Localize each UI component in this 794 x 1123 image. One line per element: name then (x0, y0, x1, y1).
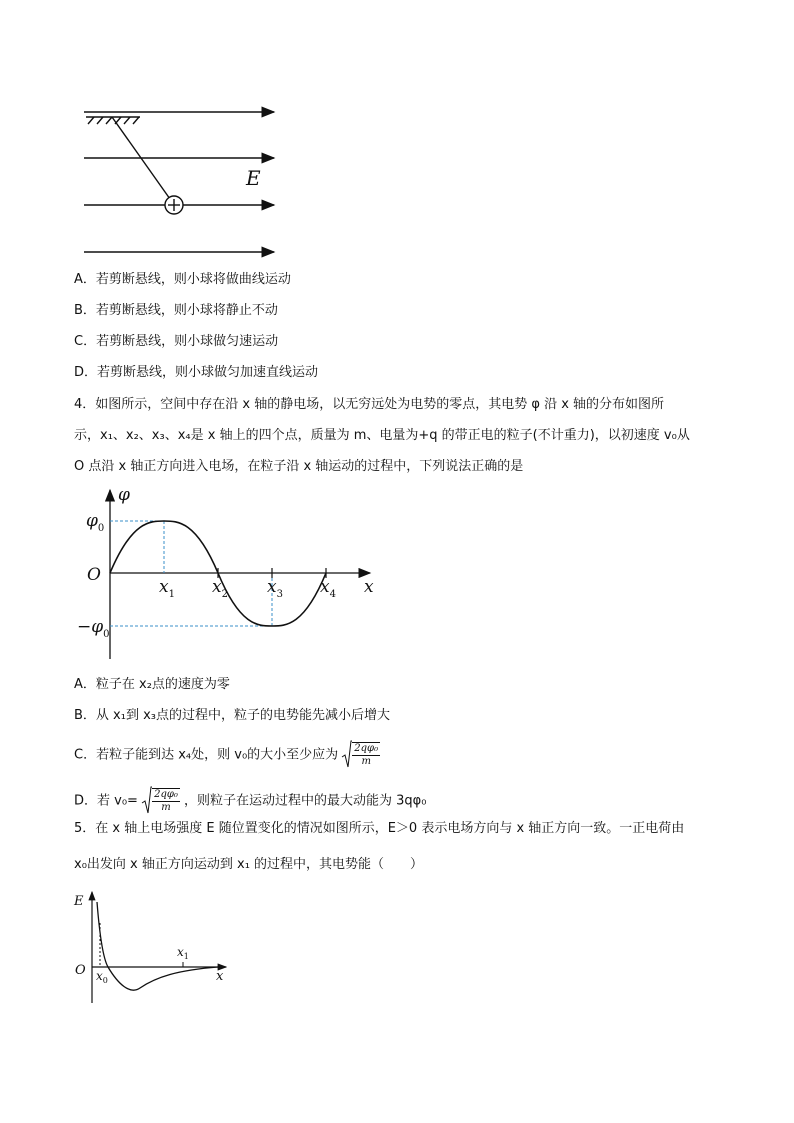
neg-phi0-label: $-\varphi_0$ (77, 617, 110, 640)
x1-label: $x_1$ (159, 577, 175, 600)
x4-label: $x_4$ (320, 577, 336, 600)
x1-label: $x_1$ (177, 945, 189, 961)
x2-label: $x_2$ (212, 577, 228, 600)
q4-option-b: B．从 x₁到 x₃点的过程中，粒子的电势能先减小后增大 (74, 708, 390, 723)
x-axis-label: x (364, 577, 374, 597)
origin-label: O (75, 963, 86, 978)
q4-stem-line3: O 点沿 x 轴正方向进入电场，在粒子沿 x 轴运动的过程中，下列说法正确的是 (74, 459, 524, 474)
q3-option-c: C．若剪断悬线，则小球做匀速运动 (74, 334, 279, 349)
charged-ball (165, 196, 183, 214)
x0-label: $x_0$ (96, 969, 108, 985)
q4-option-d-tail: ，则粒子在运动过程中的最大动能为 3qφ₀ (184, 793, 427, 809)
x3-label: $x_3$ (267, 577, 283, 600)
q4-stem-line1: 4．如图所示，空间中存在沿 x 轴的静电场，以无穷远处为电势的零点，其电势 φ 沿 x 轴的分布如图所 (74, 397, 665, 412)
q4-option-c (74, 739, 380, 771)
q4-option-c-text: C．若粒子能到达 x₄处，则 v₀的大小至少应为 (74, 747, 339, 763)
y-axis-label: φ (118, 485, 130, 505)
q3-option-a: A．若剪断悬线，则小球将做曲线运动 (74, 272, 291, 287)
sqrt-expression: $\frac{\text{2qφ₀}}{m}$ (342, 739, 380, 771)
q3-option-d: D．若剪断悬线，则小球做匀加速直线运动 (74, 365, 319, 380)
q4-option-d (74, 785, 426, 817)
sqrt-expression: $\frac{\text{2qφ₀}}{m}$ (142, 785, 180, 817)
potential-graph (77, 484, 400, 664)
field-label: E (246, 166, 261, 190)
phi0-label: $\varphi_0$ (86, 511, 105, 534)
q4-option-d-text: D．若 v₀= (74, 793, 138, 809)
y-axis-label: E (74, 894, 84, 909)
field-strength-graph (70, 888, 240, 1008)
field-diagram (78, 100, 288, 260)
q4-option-a: A．粒子在 x₂点的速度为零 (74, 677, 230, 692)
q5-stem-line1: 5．在 x 轴上电场强度 E 随位置变化的情况如图所示，E＞0 表示电场方向与 x 轴正方向一致。一正电荷由 (74, 821, 685, 836)
q3-option-b: B．若剪断悬线，则小球将静止不动 (74, 303, 278, 318)
origin-label: O (87, 565, 101, 585)
field-strength-curve (97, 902, 218, 990)
q5-stem-line2: x₀出发向 x 轴正方向运动到 x₁ 的过程中，其电势能（ ） (74, 857, 424, 872)
x-axis-label: x (216, 969, 224, 984)
q4-stem-line2: 示，x₁、x₂、x₃、x₄是 x 轴上的四个点，质量为 m、电量为+q 的带正电的粒子(不计重力)，以初速度 v₀从 (74, 428, 690, 443)
